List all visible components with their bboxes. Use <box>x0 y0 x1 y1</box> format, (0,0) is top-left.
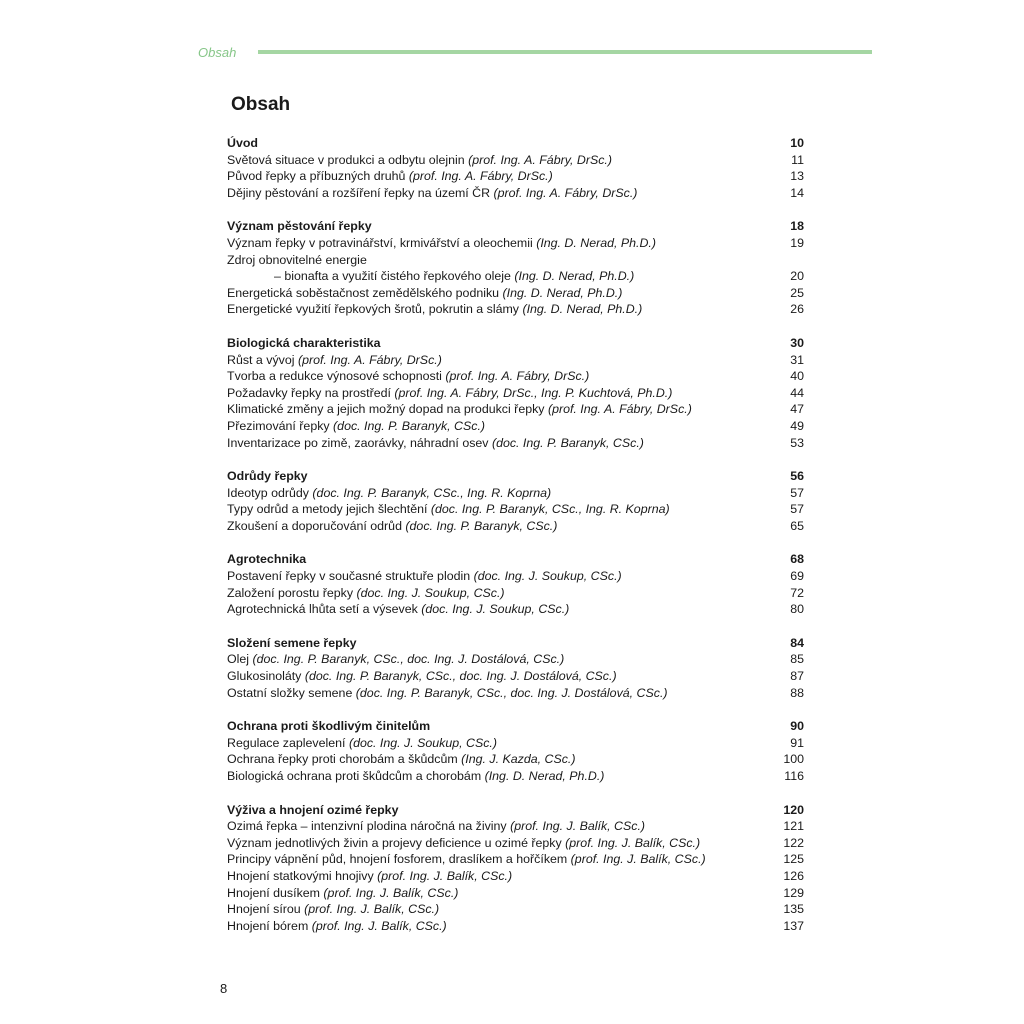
toc-entry <box>227 252 804 269</box>
entry-page-number: 31 <box>790 352 804 367</box>
entry-page-number: 80 <box>790 602 804 617</box>
entry-author: (prof. Ing. J. Balík, CSc.) <box>565 835 701 850</box>
toc-entry <box>227 851 804 868</box>
entry-page-number: 137 <box>783 918 804 933</box>
entry-author: (prof. Ing. J. Balík, CSc.) <box>570 852 706 867</box>
section-page-number: 84 <box>790 635 804 650</box>
toc-entry <box>227 601 804 618</box>
entry-author: (doc. Ing. P. Baranyk, CSc., Ing. R. Koprna) <box>312 485 552 500</box>
toc-entry <box>227 485 804 502</box>
toc-entry <box>227 152 804 169</box>
entry-page-number: 49 <box>790 418 804 433</box>
entry-page-number: 135 <box>783 902 804 917</box>
toc-entry <box>227 268 804 285</box>
toc-entry <box>227 352 804 369</box>
toc-entry <box>227 401 804 418</box>
entry-page-number: 25 <box>790 285 804 300</box>
entry-author: (Ing. D. Nerad, Ph.D.) <box>514 269 635 284</box>
entry-title: Klimatické změny a jejich možný dopad na produkci řepky <box>227 402 548 417</box>
entry-author: (prof. Ing. J. Balík, CSc.) <box>323 885 459 900</box>
toc-entry <box>227 501 804 518</box>
toc-section <box>227 551 804 617</box>
table-of-contents <box>227 135 804 951</box>
toc-section-heading <box>227 335 804 352</box>
toc-section <box>227 218 804 318</box>
entry-author: (doc. Ing. P. Baranyk, CSc., Ing. R. Koprna) <box>430 502 670 517</box>
entry-title: Zdroj obnovitelné energie <box>227 252 367 267</box>
entry-author: (doc. Ing. P. Baranyk, CSc.) <box>333 418 486 433</box>
entry-author: (doc. Ing. J. Soukup, CSc.) <box>421 602 570 617</box>
entry-author: (Ing. D. Nerad, Ph.D.) <box>502 285 623 300</box>
entry-title: Tvorba a redukce výnosové schopnosti <box>227 369 446 384</box>
toc-section-heading <box>227 135 804 152</box>
entry-author: (prof. Ing. A. Fábry, DrSc.) <box>297 352 442 367</box>
entry-page-number: 72 <box>790 585 804 600</box>
entry-page-number: 126 <box>783 868 804 883</box>
section-heading-text: Význam pěstování řepky <box>227 219 372 234</box>
entry-title: Ostatní složky semene <box>227 685 356 700</box>
entry-author: (Ing. D. Nerad, Ph.D.) <box>522 302 643 317</box>
toc-entry <box>227 185 804 202</box>
entry-title: Dějiny pěstování a rozšíření řepky na území ČR <box>227 185 494 200</box>
entry-page-number: 129 <box>783 885 804 900</box>
entry-page-number: 44 <box>790 385 804 400</box>
entry-title: Inventarizace po zimě, zaorávky, náhradní osev <box>227 435 492 450</box>
entry-page-number: 11 <box>791 152 804 167</box>
toc-entry <box>227 518 804 535</box>
section-page-number: 120 <box>783 802 804 817</box>
entry-page-number: 53 <box>790 435 804 450</box>
header-rule <box>258 50 872 54</box>
entry-author: (doc. Ing. J. Soukup, CSc.) <box>348 735 498 750</box>
toc-section-heading <box>227 718 804 735</box>
section-heading-text: Složení semene řepky <box>227 635 357 650</box>
toc-entry <box>227 768 804 785</box>
entry-page-number: 125 <box>783 852 804 867</box>
entry-title: Požadavky řepky na prostředí <box>227 385 395 400</box>
toc-section-heading <box>227 468 804 485</box>
entry-page-number: 85 <box>790 652 804 667</box>
entry-title: Význam jednotlivých živin a projevy deficience u ozimé řepky <box>227 835 566 850</box>
toc-entry <box>227 868 804 885</box>
entry-page-number: 121 <box>783 819 804 834</box>
entry-title: Ideotyp odrůdy <box>227 485 313 500</box>
entry-title: Glukosinoláty <box>227 669 305 684</box>
entry-title: Růst a vývoj <box>227 352 298 367</box>
entry-title: Význam řepky v potravinářství, krmivářství a oleochemii <box>227 235 537 250</box>
toc-entry <box>227 835 804 852</box>
entry-page-number: 20 <box>790 269 804 284</box>
section-heading-text: Odrůdy řepky <box>227 469 308 484</box>
toc-entry <box>227 651 804 668</box>
entry-title: Biologická ochrana proti škůdcům a chorobám <box>227 769 485 783</box>
toc-entry <box>227 301 804 318</box>
entry-author: (Ing. D. Nerad, Ph.D.) <box>484 769 605 783</box>
entry-page-number: 69 <box>790 569 804 584</box>
entry-title: – bionafta a využití čistého řepkového oleje <box>274 269 515 284</box>
entry-author: (prof. Ing. A. Fábry, DrSc.) <box>468 152 612 167</box>
entry-title: Hnojení sírou <box>227 902 305 917</box>
section-page-number: 10 <box>790 136 804 150</box>
toc-entry <box>227 735 804 752</box>
running-header <box>198 44 872 64</box>
toc-section-heading <box>227 218 804 235</box>
section-page-number: 90 <box>790 719 804 734</box>
entry-author: (doc. Ing. P. Baranyk, CSc., doc. Ing. J. Dostálová, CSc.) <box>252 652 565 667</box>
entry-page-number: 47 <box>790 402 804 417</box>
toc-section <box>227 718 804 784</box>
entry-title: Zkoušení a doporučování odrůd <box>227 518 406 533</box>
section-heading-text: Ochrana proti škodlivým činitelům <box>227 719 431 734</box>
entry-author: (doc. Ing. P. Baranyk, CSc.) <box>405 518 558 533</box>
entry-title: Původ řepky a příbuzných druhů <box>227 169 409 184</box>
toc-entry <box>227 418 804 435</box>
section-heading-text: Biologická charakteristika <box>227 335 381 350</box>
entry-author: (Ing. J. Kazda, CSc.) <box>461 752 576 767</box>
entry-page-number: 91 <box>790 735 804 750</box>
toc-entry <box>227 568 804 585</box>
entry-title: Hnojení statkovými hnojivy <box>227 868 378 883</box>
running-header-label: Obsah <box>198 45 237 60</box>
entry-author: (doc. Ing. P. Baranyk, CSc., doc. Ing. J. Dostálová, CSc.) <box>355 685 668 700</box>
entry-author: (prof. Ing. J. Balík, CSc.) <box>304 902 440 917</box>
page-title: Obsah <box>231 94 291 115</box>
section-page-number: 30 <box>790 335 804 350</box>
page-number: 8 <box>220 981 228 996</box>
entry-page-number: 88 <box>790 685 804 700</box>
entry-title: Typy odrůd a metody jejich šlechtění <box>227 502 431 517</box>
entry-author: (Ing. D. Nerad, Ph.D.) <box>536 235 657 250</box>
section-page-number: 18 <box>790 219 804 234</box>
entry-page-number: 40 <box>790 369 804 384</box>
toc-section-heading <box>227 551 804 568</box>
toc-section <box>227 335 804 451</box>
section-heading-text: Agrotechnika <box>227 552 307 567</box>
toc-entry <box>227 685 804 702</box>
entry-author: (doc. Ing. P. Baranyk, CSc.) <box>491 435 644 450</box>
section-page-number: 56 <box>790 469 804 484</box>
entry-author: (doc. Ing. J. Soukup, CSc.) <box>356 585 505 600</box>
entry-page-number: 13 <box>790 169 804 184</box>
entry-author: (prof. Ing. J. Balík, CSc.) <box>377 868 513 883</box>
entry-title: Ozimá řepka – intenzivní plodina náročná na živiny <box>227 819 511 834</box>
entry-author: (doc. Ing. J. Soukup, CSc.) <box>473 569 622 584</box>
entry-title: Ochrana řepky proti chorobám a škůdcům <box>227 752 462 767</box>
entry-author: (prof. Ing. A. Fábry, DrSc.) <box>445 369 590 384</box>
entry-title: Postavení řepky v současné struktuře plodin <box>227 569 474 584</box>
toc-entry <box>227 818 804 835</box>
entry-title: Přezimování řepky <box>227 418 334 433</box>
entry-page-number: 14 <box>790 185 804 200</box>
entry-title: Regulace zaplevelení <box>227 735 349 750</box>
toc-section <box>227 468 804 534</box>
toc-entry <box>227 668 804 685</box>
entry-page-number: 122 <box>783 835 804 850</box>
section-heading-text: Úvod <box>227 136 258 150</box>
toc-entry <box>227 901 804 918</box>
entry-page-number: 19 <box>790 235 804 250</box>
entry-page-number: 116 <box>784 769 804 783</box>
toc-entry <box>227 435 804 452</box>
entry-title: Energetické využití řepkových šrotů, pokrutin a slámy <box>227 302 523 317</box>
entry-title: Agrotechnická lhůta setí a výsevek <box>227 602 422 617</box>
toc-entry <box>227 285 804 302</box>
toc-entry <box>227 918 804 935</box>
entry-author: (prof. Ing. A. Fábry, DrSc.) <box>408 169 553 184</box>
entry-author: (doc. Ing. P. Baranyk, CSc., doc. Ing. J. Dostálová, CSc.) <box>304 669 617 684</box>
toc-section <box>227 802 804 935</box>
entry-author: (prof. Ing. J. Balík, CSc.) <box>311 918 447 933</box>
entry-title: Světová situace v produkci a odbytu olejnin <box>227 152 469 167</box>
toc-entry <box>227 885 804 902</box>
toc-entry <box>227 385 804 402</box>
toc-entry <box>227 751 804 768</box>
toc-section <box>227 635 804 701</box>
toc-section-heading <box>227 802 804 819</box>
toc-entry <box>227 235 804 252</box>
entry-title: Hnojení dusíkem <box>227 885 324 900</box>
toc-section-heading <box>227 635 804 652</box>
entry-author: (prof. Ing. A. Fábry, DrSc.) <box>547 402 692 417</box>
toc-entry <box>227 368 804 385</box>
entry-title: Založení porostu řepky <box>227 585 357 600</box>
entry-author: (prof. Ing. A. Fábry, DrSc.) <box>493 185 638 200</box>
section-heading-text: Výživa a hnojení ozimé řepky <box>227 802 399 817</box>
entry-page-number: 57 <box>790 485 804 500</box>
entry-page-number: 87 <box>790 669 804 684</box>
toc-section <box>227 135 804 201</box>
entry-page-number: 100 <box>783 752 804 767</box>
entry-page-number: 57 <box>790 502 804 517</box>
entry-title: Energetická soběstačnost zemědělského podniku <box>227 285 503 300</box>
section-page-number: 68 <box>790 552 804 567</box>
entry-author: (prof. Ing. A. Fábry, DrSc., Ing. P. Kuchtová, Ph.D.) <box>394 385 673 400</box>
entry-author: (prof. Ing. J. Balík, CSc.) <box>510 819 646 834</box>
entry-title: Hnojení bórem <box>227 918 312 933</box>
entry-title: Principy vápnění půd, hnojení fosforem, draslíkem a hořčíkem <box>227 852 571 867</box>
entry-title: Olej <box>227 652 253 667</box>
toc-entry <box>227 585 804 602</box>
toc-entry <box>227 168 804 185</box>
entry-page-number: 26 <box>790 302 804 317</box>
entry-page-number: 65 <box>790 518 804 533</box>
